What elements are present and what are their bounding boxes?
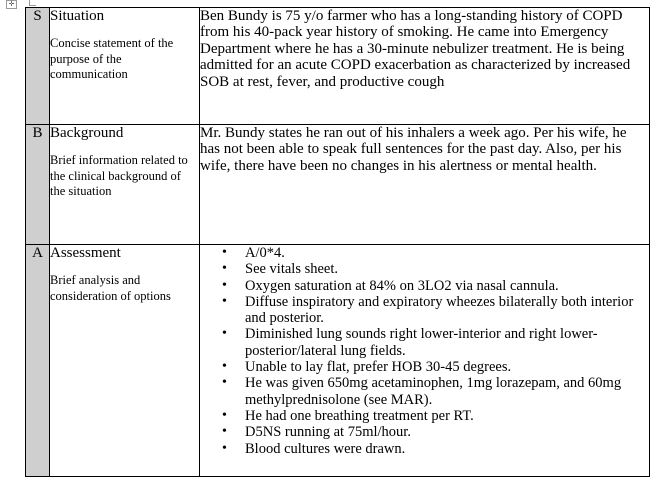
list-item: • Blood cultures were drawn. <box>245 441 649 457</box>
row-letter-s: S <box>26 8 50 125</box>
sbar-table <box>25 7 650 477</box>
list-item: • See vitals sheet. <box>245 261 649 277</box>
assessment-title: Assessment <box>50 245 121 261</box>
situation-label-cell <box>50 8 200 125</box>
assessment-content[interactable] <box>200 245 650 477</box>
list-item: • He had one breathing treatment per RT. <box>245 408 649 424</box>
list-item: • Unable to lay flat, prefer HOB 30-45 degrees. <box>245 359 649 375</box>
background-title: Background <box>50 125 124 141</box>
row-letter-a: A <box>26 245 50 477</box>
list-item: • Diffuse inspiratory and expiratory wheezes bilaterally both interior and posterior. <box>245 294 649 327</box>
list-item: • Oxygen saturation at 84% on 3LO2 via nasal cannula. <box>245 278 649 294</box>
table-row-background <box>26 125 650 245</box>
list-item: • A/0*4. <box>245 245 649 261</box>
list-item: • He was given 650mg acetaminophen, 1mg lorazepam, and 60mg methylprednisolone (see MAR). <box>245 375 649 408</box>
table-row-situation <box>26 8 650 125</box>
table-corner-marker-icon <box>29 0 36 6</box>
list-item: • D5NS running at 75ml/hour. <box>245 424 649 440</box>
table-row-assessment <box>26 245 650 477</box>
background-description: Brief information related to the clinical background of the situation <box>50 153 188 198</box>
situation-content[interactable]: Ben Bundy is 75 y/o farmer who has a long-standing history of COPD from his 40-pack year history of smoking. He came into Emergency Department where he has a 30-minute nebulizer treatment. He is being admitted for an acute COPD exacerbation as characterized by increased SOB at rest, fever, and productive cough <box>200 8 650 125</box>
row-letter-b: B <box>26 125 50 245</box>
assessment-description: Brief analysis and consideration of options <box>50 273 171 303</box>
background-label-cell <box>50 125 200 245</box>
table-move-handle-icon[interactable]: ✛ <box>6 0 17 9</box>
list-item: • Diminished lung sounds right lower-interior and right lower-posterior/lateral lung fields. <box>245 326 649 359</box>
assessment-label-cell <box>50 245 200 477</box>
background-content[interactable]: Mr. Bundy states he ran out of his inhalers a week ago. Per his wife, he has not been able to speak full sentences for the past day. Also, per his wife, there have been no changes in his alertness or mental health. <box>200 125 650 245</box>
situation-title: Situation <box>50 8 105 24</box>
situation-description: Concise statement of the purpose of the communication <box>50 36 174 81</box>
assessment-bullet-list <box>200 245 649 457</box>
